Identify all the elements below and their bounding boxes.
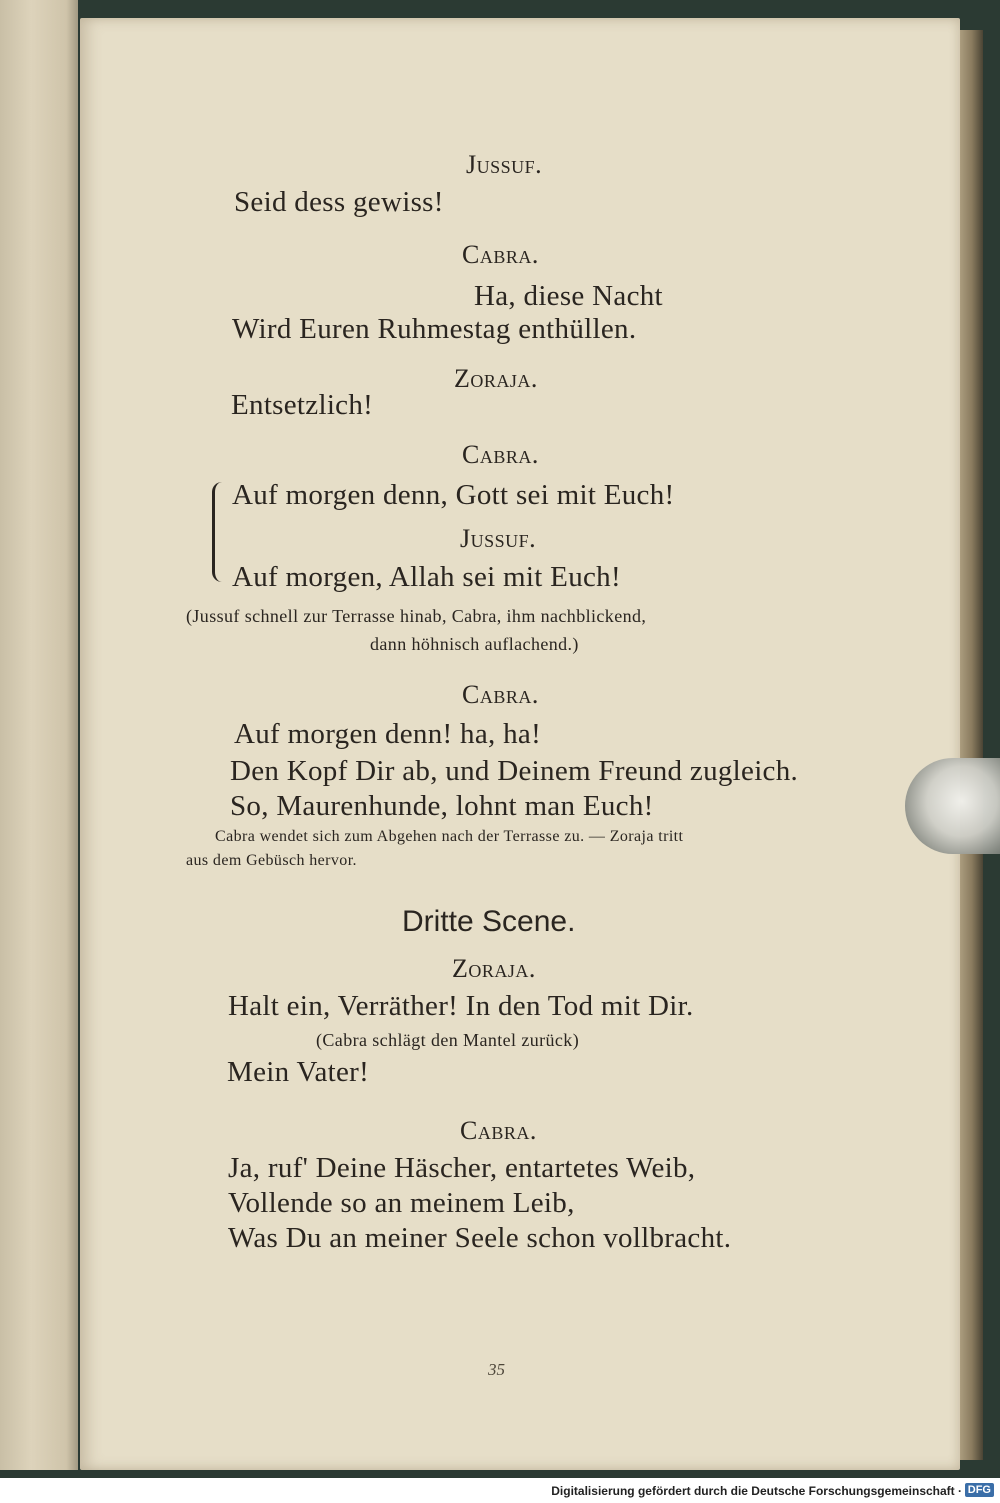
stage-direction: (Cabra schlägt den Mantel zurück) <box>316 1030 580 1050</box>
scene-heading: Dritte Scene. <box>402 905 576 938</box>
verse-line: Halt ein, Verräther! In den Tod mit Dir. <box>228 990 694 1022</box>
verse-line: Ja, ruf' Deine Häscher, entartetes Weib, <box>228 1152 696 1184</box>
stage-direction: (Jussuf schnell zur Terrasse hinab, Cabra, ihm nachblickend, <box>186 606 647 626</box>
stage-direction: aus dem Gebüsch hervor. <box>186 852 357 869</box>
verse-line: Vollende so an meinem Leib, <box>228 1187 575 1219</box>
stage-direction: dann höhnisch auflachend.) <box>370 634 579 654</box>
verse-line: Auf morgen, Allah sei mit Euch! <box>232 561 621 593</box>
speaker-cabra-2: Cabra. <box>462 440 539 469</box>
speaker-zoraja-2: Zoraja. <box>452 954 536 983</box>
left-page-edge <box>0 0 78 1470</box>
speaker-cabra-1: Cabra. <box>462 240 539 269</box>
stage-direction: Cabra wendet sich zum Abgehen nach der Terrasse zu. — Zoraja tritt <box>215 828 684 845</box>
speaker-zoraja-1: Zoraja. <box>454 364 538 393</box>
verse-line: Seid dess gewiss! <box>234 186 444 218</box>
speaker-jussuf-2: Jussuf. <box>460 524 537 553</box>
verse-line: Mein Vater! <box>227 1056 370 1088</box>
verse-line: Entsetzlich! <box>231 389 374 421</box>
verse-line: Wird Euren Ruhmestag enthüllen. <box>232 313 637 345</box>
page-clip <box>905 758 1000 854</box>
dfg-logo: DFG <box>965 1483 994 1497</box>
speaker-cabra-3: Cabra. <box>462 680 539 709</box>
verse-line: Was Du an meiner Seele schon vollbracht. <box>228 1222 732 1254</box>
funding-credit: Digitalisierung gefördert durch die Deutsche Forschungsgemeinschaft · <box>551 1484 962 1498</box>
verse-line: So, Maurenhunde, lohnt man Euch! <box>230 790 654 822</box>
page-number: 35 <box>488 1360 505 1379</box>
speaker-cabra-4: Cabra. <box>460 1116 537 1145</box>
speaker-jussuf-1: Jussuf. <box>466 150 543 179</box>
verse-line: Den Kopf Dir ab, und Deinem Freund zugleich. <box>230 755 799 787</box>
verse-line: Ha, diese Nacht <box>474 280 663 312</box>
verse-line: Auf morgen denn! ha, ha! <box>234 718 542 750</box>
verse-line: Auf morgen denn, Gott sei mit Euch! <box>232 479 675 511</box>
brace-bracket <box>212 482 225 582</box>
